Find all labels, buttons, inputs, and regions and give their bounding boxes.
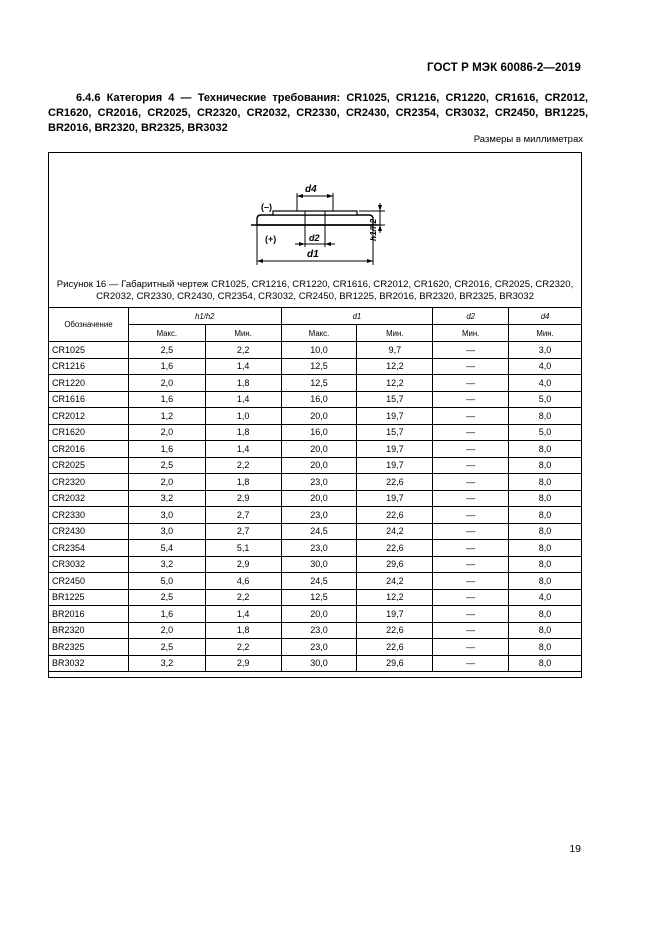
value-cell: 12,2 <box>357 358 433 375</box>
value-cell: 1,4 <box>205 441 281 458</box>
standard-header: ГОСТ Р МЭК 60086-2—2019 <box>427 62 581 74</box>
subheader-d2-min: Мин. <box>433 325 509 342</box>
designation-cell: CR1025 <box>49 342 129 359</box>
d4-arrow-left <box>297 194 303 198</box>
value-cell: 20,0 <box>281 441 357 458</box>
value-cell: 2,2 <box>205 639 281 656</box>
value-cell: 12,2 <box>357 589 433 606</box>
value-cell: 2,0 <box>128 622 205 639</box>
battery-dimension-drawing <box>247 167 387 277</box>
value-cell: 19,7 <box>357 408 433 425</box>
value-cell: — <box>433 457 509 474</box>
table-row <box>49 457 582 474</box>
value-cell: 5,0 <box>509 424 582 441</box>
value-cell: 3,0 <box>509 342 582 359</box>
table-row <box>49 424 582 441</box>
table-row <box>49 408 582 425</box>
value-cell: 1,4 <box>205 358 281 375</box>
value-cell: 23,0 <box>281 540 357 557</box>
value-cell: 1,6 <box>128 606 205 623</box>
h-label: h1/h2 <box>368 218 378 241</box>
designation-cell: BR1225 <box>49 589 129 606</box>
value-cell: 15,7 <box>357 424 433 441</box>
h-arrow-bottom <box>378 225 382 231</box>
value-cell: — <box>433 589 509 606</box>
value-cell: 12,5 <box>281 358 357 375</box>
value-cell: 5,1 <box>205 540 281 557</box>
value-cell: 2,7 <box>205 507 281 524</box>
value-cell: 29,6 <box>357 556 433 573</box>
value-cell: 8,0 <box>509 639 582 656</box>
designation-header: Обозначение <box>49 308 129 342</box>
d4-arrow-right <box>327 194 333 198</box>
designation-cell: CR1220 <box>49 375 129 392</box>
value-cell: — <box>433 606 509 623</box>
table-row <box>49 375 582 392</box>
value-cell: 1,8 <box>205 622 281 639</box>
value-cell: 8,0 <box>509 408 582 425</box>
subheader-h-min: Мин. <box>205 325 281 342</box>
value-cell: 16,0 <box>281 424 357 441</box>
d2-arrow-left <box>299 242 305 246</box>
designation-cell: CR1216 <box>49 358 129 375</box>
table-row <box>49 507 582 524</box>
table-body <box>49 342 582 672</box>
value-cell: 23,0 <box>281 639 357 656</box>
designation-cell: BR2320 <box>49 622 129 639</box>
designation-cell: CR2330 <box>49 507 129 524</box>
value-cell: 8,0 <box>509 655 582 672</box>
subheader-d1-min: Мин. <box>357 325 433 342</box>
value-cell: 24,5 <box>281 573 357 590</box>
value-cell: 20,0 <box>281 490 357 507</box>
value-cell: — <box>433 391 509 408</box>
value-cell: 1,6 <box>128 358 205 375</box>
value-cell: 5,0 <box>128 573 205 590</box>
value-cell: 1,4 <box>205 606 281 623</box>
value-cell: 3,2 <box>128 490 205 507</box>
d1-arrow-right <box>367 259 373 263</box>
value-cell: — <box>433 639 509 656</box>
value-cell: 22,6 <box>357 622 433 639</box>
value-cell: — <box>433 573 509 590</box>
value-cell: 8,0 <box>509 606 582 623</box>
value-cell: — <box>433 375 509 392</box>
table-row <box>49 474 582 491</box>
value-cell: 29,6 <box>357 655 433 672</box>
group-header-h: h1/h2 <box>128 308 281 325</box>
value-cell: 22,6 <box>357 540 433 557</box>
d1-label: d1 <box>307 249 319 260</box>
table-row <box>49 523 582 540</box>
value-cell: 30,0 <box>281 556 357 573</box>
value-cell: 2,9 <box>205 556 281 573</box>
value-cell: 16,0 <box>281 391 357 408</box>
value-cell: — <box>433 424 509 441</box>
value-cell: 5,4 <box>128 540 205 557</box>
d4-label: d4 <box>305 184 317 195</box>
value-cell: 8,0 <box>509 523 582 540</box>
value-cell: 8,0 <box>509 490 582 507</box>
designation-cell: CR1620 <box>49 424 129 441</box>
value-cell: 8,0 <box>509 507 582 524</box>
value-cell: 23,0 <box>281 474 357 491</box>
table-row <box>49 606 582 623</box>
table-row <box>49 358 582 375</box>
units-note: Размеры в миллиметрах <box>473 134 583 145</box>
value-cell: 1,0 <box>205 408 281 425</box>
table-row <box>49 490 582 507</box>
value-cell: 2,0 <box>128 375 205 392</box>
d2-label: d2 <box>309 233 320 243</box>
value-cell: 22,6 <box>357 507 433 524</box>
value-cell: 19,7 <box>357 457 433 474</box>
value-cell: — <box>433 441 509 458</box>
designation-cell: CR2450 <box>49 573 129 590</box>
value-cell: 2,7 <box>205 523 281 540</box>
value-cell: 3,2 <box>128 655 205 672</box>
table-row <box>49 589 582 606</box>
value-cell: 24,2 <box>357 523 433 540</box>
value-cell: 12,2 <box>357 375 433 392</box>
table-row <box>49 639 582 656</box>
designation-cell: CR2025 <box>49 457 129 474</box>
value-cell: 2,9 <box>205 490 281 507</box>
value-cell: 22,6 <box>357 474 433 491</box>
designation-cell: CR2016 <box>49 441 129 458</box>
value-cell: 3,2 <box>128 556 205 573</box>
group-header-d1: d1 <box>281 308 433 325</box>
group-header-d4: d4 <box>509 308 582 325</box>
value-cell: 1,2 <box>128 408 205 425</box>
designation-cell: CR1616 <box>49 391 129 408</box>
designation-cell: CR2430 <box>49 523 129 540</box>
value-cell: — <box>433 342 509 359</box>
value-cell: 9,7 <box>357 342 433 359</box>
table-row <box>49 573 582 590</box>
value-cell: — <box>433 622 509 639</box>
section-title: 6.4.6 Категория 4 — Технические требования: CR1025, CR1216, CR1220, CR1616, CR2012, CR1620, CR2016, CR2025, CR2320, CR2032, CR2330, CR2430, CR2354, CR3032, CR2450, BR1225, BR2016, BR2320, BR2325, BR3032 <box>48 92 588 134</box>
value-cell: 12,5 <box>281 375 357 392</box>
value-cell: 8,0 <box>509 540 582 557</box>
value-cell: 20,0 <box>281 408 357 425</box>
cell-negative-cap <box>273 211 357 215</box>
value-cell: 20,0 <box>281 606 357 623</box>
table-row <box>49 540 582 557</box>
value-cell: 2,2 <box>205 589 281 606</box>
value-cell: 15,7 <box>357 391 433 408</box>
value-cell: 4,0 <box>509 589 582 606</box>
value-cell: 1,6 <box>128 391 205 408</box>
dimensions-table <box>48 307 582 672</box>
value-cell: 8,0 <box>509 441 582 458</box>
value-cell: — <box>433 408 509 425</box>
value-cell: 8,0 <box>509 457 582 474</box>
value-cell: 10,0 <box>281 342 357 359</box>
value-cell: 22,6 <box>357 639 433 656</box>
value-cell: — <box>433 556 509 573</box>
plus-label: (+) <box>265 234 277 244</box>
value-cell: 4,6 <box>205 573 281 590</box>
value-cell: 4,0 <box>509 375 582 392</box>
designation-cell: BR3032 <box>49 655 129 672</box>
value-cell: — <box>433 523 509 540</box>
value-cell: — <box>433 507 509 524</box>
value-cell: 2,0 <box>128 474 205 491</box>
value-cell: — <box>433 358 509 375</box>
designation-cell: CR2032 <box>49 490 129 507</box>
figure-frame <box>48 152 582 678</box>
value-cell: 2,5 <box>128 342 205 359</box>
value-cell: 24,2 <box>357 573 433 590</box>
table-row <box>49 655 582 672</box>
designation-cell: CR2012 <box>49 408 129 425</box>
value-cell: 2,2 <box>205 457 281 474</box>
value-cell: 2,5 <box>128 639 205 656</box>
value-cell: 19,7 <box>357 441 433 458</box>
value-cell: 1,8 <box>205 424 281 441</box>
value-cell: 1,8 <box>205 474 281 491</box>
value-cell: 2,9 <box>205 655 281 672</box>
value-cell: 8,0 <box>509 573 582 590</box>
subheader-d4-min: Мин. <box>509 325 582 342</box>
value-cell: 20,0 <box>281 457 357 474</box>
value-cell: 4,0 <box>509 358 582 375</box>
minus-label: (–) <box>261 202 272 212</box>
value-cell: 1,6 <box>128 441 205 458</box>
value-cell: 23,0 <box>281 622 357 639</box>
value-cell: 30,0 <box>281 655 357 672</box>
subheader-d1-max: Макс. <box>281 325 357 342</box>
d1-arrow-left <box>257 259 263 263</box>
value-cell: — <box>433 655 509 672</box>
table-row <box>49 441 582 458</box>
value-cell: 1,8 <box>205 375 281 392</box>
value-cell: 3,0 <box>128 507 205 524</box>
group-header-d2: d2 <box>433 308 509 325</box>
designation-cell: CR2354 <box>49 540 129 557</box>
cell-top-rim <box>257 215 373 225</box>
table-row <box>49 622 582 639</box>
value-cell: 8,0 <box>509 556 582 573</box>
value-cell: 2,5 <box>128 457 205 474</box>
value-cell: — <box>433 490 509 507</box>
designation-cell: CR2320 <box>49 474 129 491</box>
d2-arrow-right <box>325 242 331 246</box>
value-cell: 24,5 <box>281 523 357 540</box>
value-cell: 23,0 <box>281 507 357 524</box>
designation-cell: BR2016 <box>49 606 129 623</box>
subheader-h-max: Макс. <box>128 325 205 342</box>
value-cell: 2,2 <box>205 342 281 359</box>
value-cell: 8,0 <box>509 622 582 639</box>
table-row <box>49 556 582 573</box>
designation-cell: CR3032 <box>49 556 129 573</box>
value-cell: 3,0 <box>128 523 205 540</box>
h-arrow-top <box>378 205 382 211</box>
value-cell: 2,0 <box>128 424 205 441</box>
value-cell: 19,7 <box>357 490 433 507</box>
figure-caption: Рисунок 16 — Габаритный чертеж CR1025, CR1216, CR1220, CR1616, CR2012, CR1620, CR2016, CR2025, CR2320, CR2032, CR2330, CR2430, CR2354, CR3032, CR2450, BR1225, BR2016, BR2320, BR2325, BR3032 <box>56 279 574 302</box>
table-row <box>49 342 582 359</box>
value-cell: 8,0 <box>509 474 582 491</box>
designation-cell: BR2325 <box>49 639 129 656</box>
page-number: 19 <box>569 843 581 855</box>
value-cell: 12,5 <box>281 589 357 606</box>
value-cell: 2,5 <box>128 589 205 606</box>
table-row <box>49 391 582 408</box>
value-cell: 1,4 <box>205 391 281 408</box>
value-cell: 19,7 <box>357 606 433 623</box>
value-cell: — <box>433 474 509 491</box>
value-cell: — <box>433 540 509 557</box>
value-cell: 5,0 <box>509 391 582 408</box>
